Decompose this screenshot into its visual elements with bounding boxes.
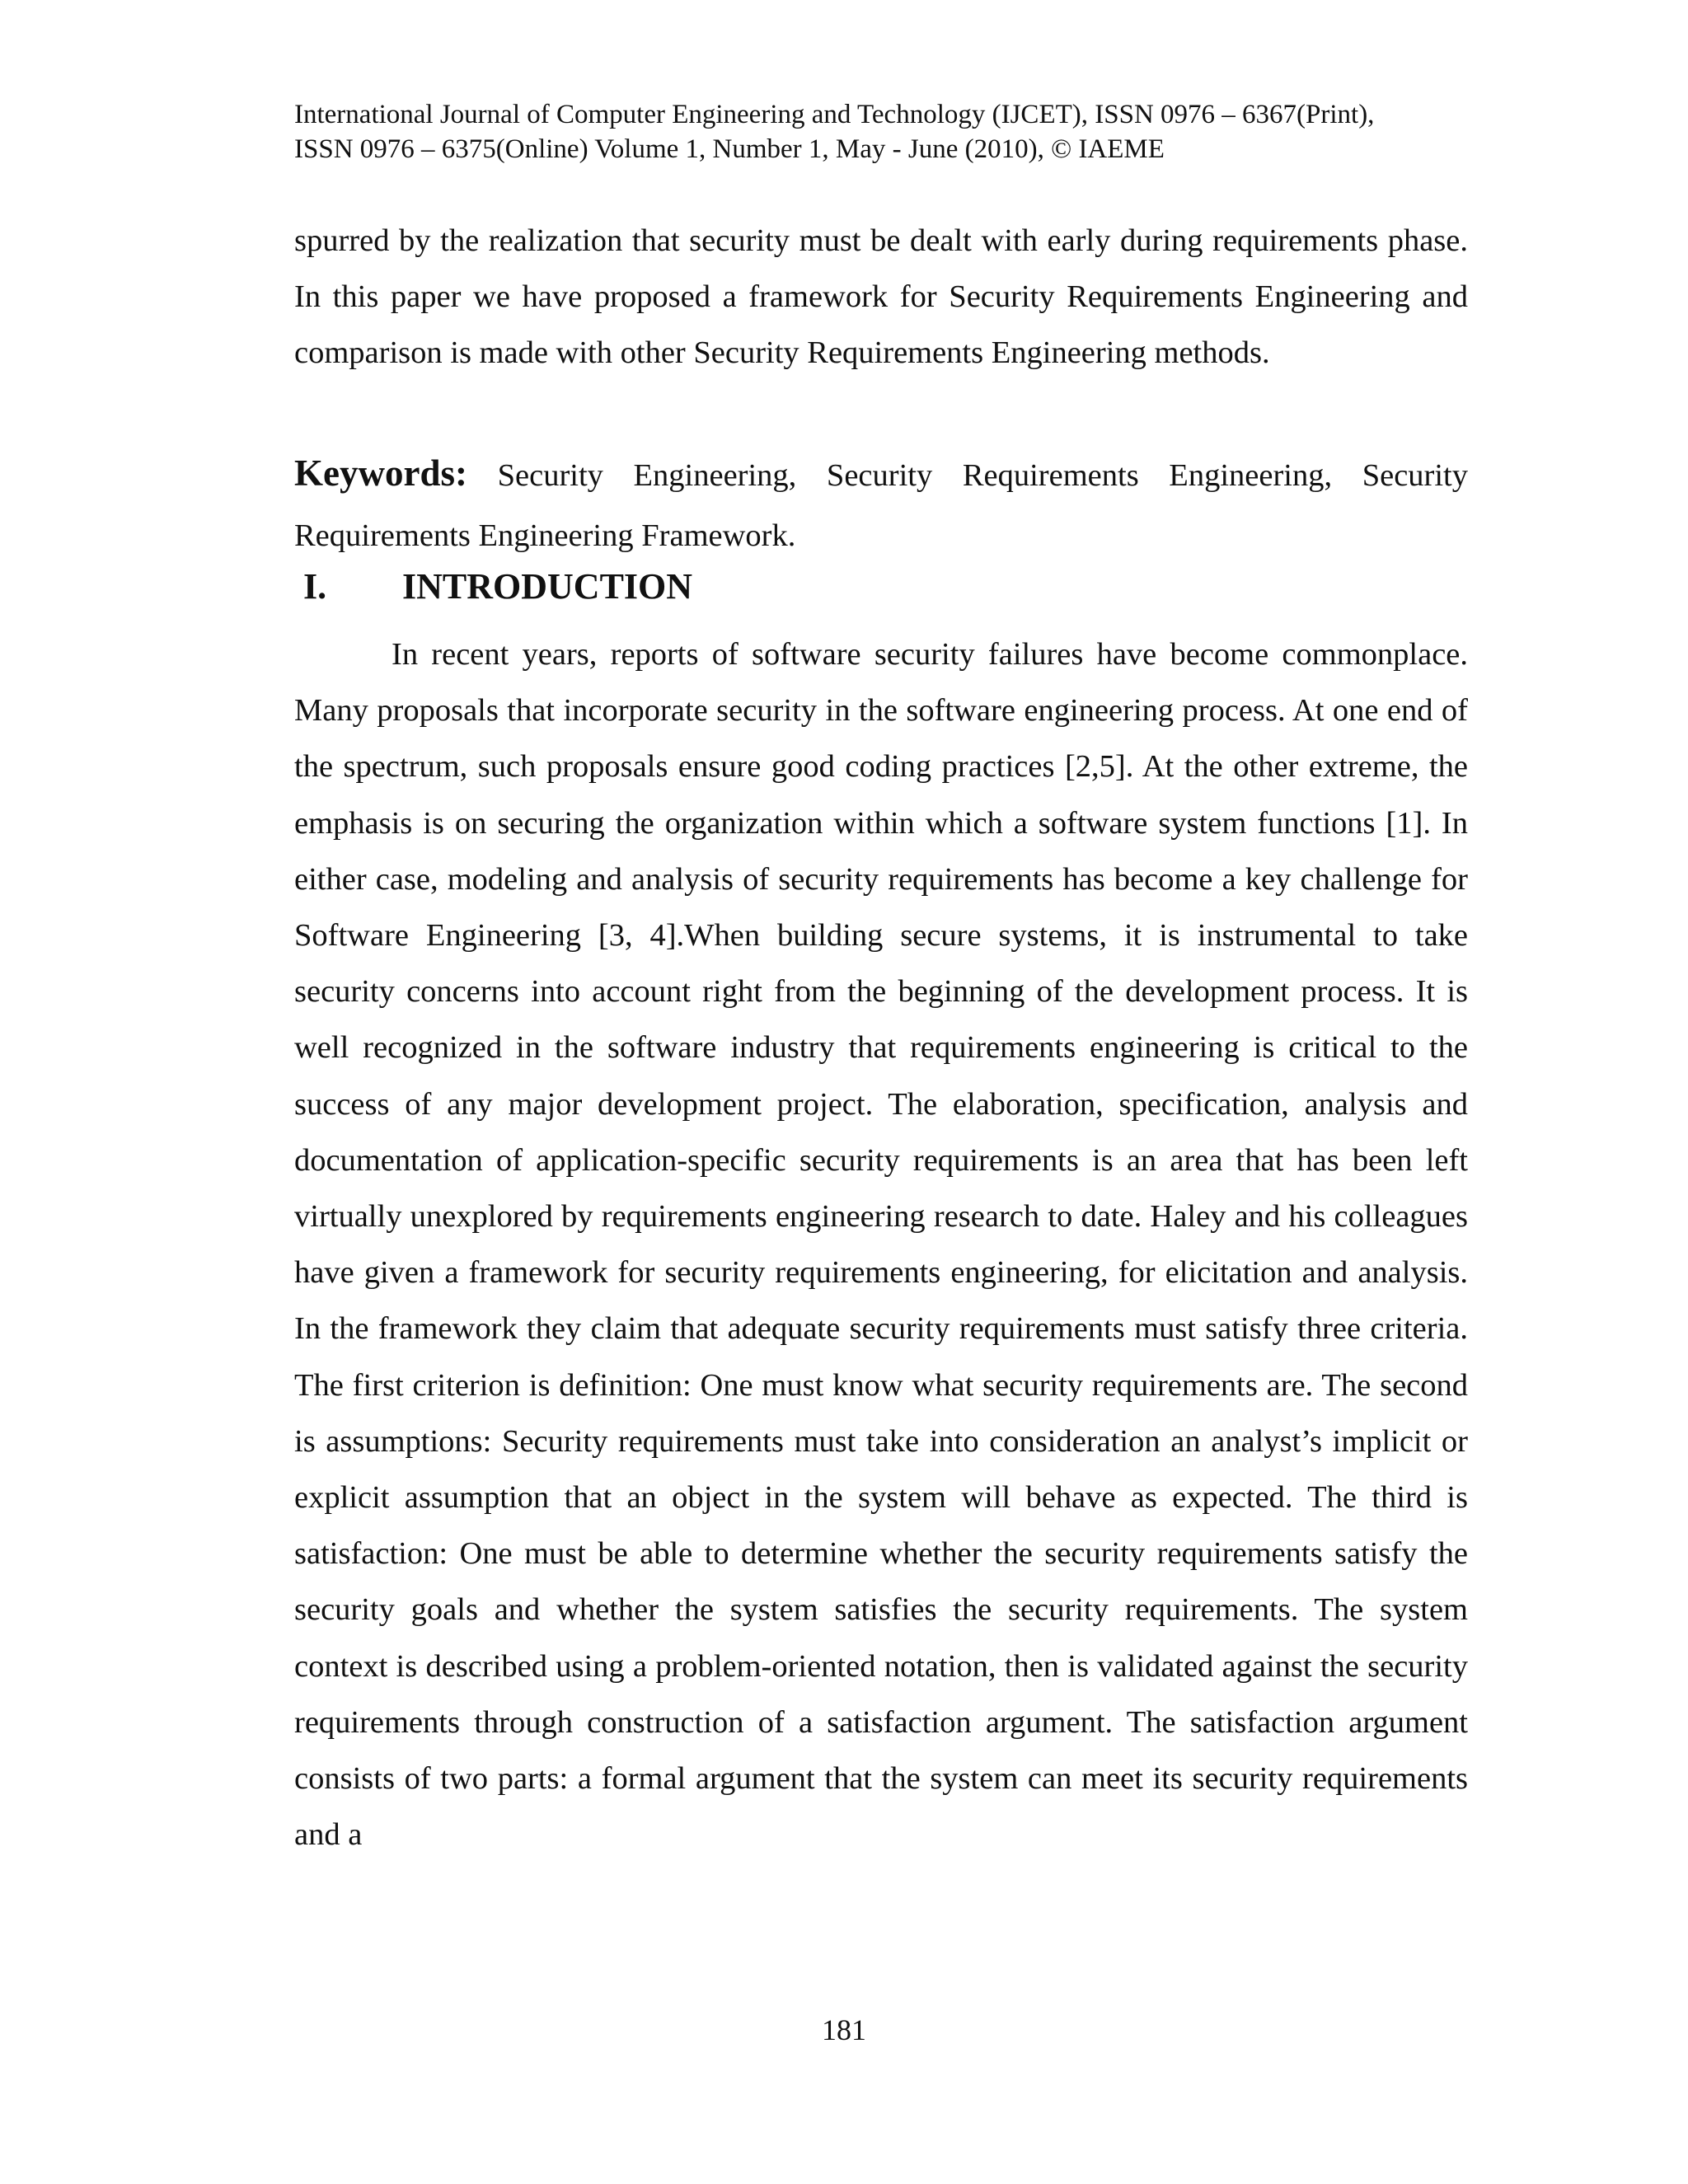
section-title: INTRODUCTION [402,566,693,607]
introduction-body [294,626,1468,1863]
abstract-continuation: spurred by the realization that security must be dealt with early during requirements phase. In this paper we have proposed a framework for Security Requirements Engineering and comparison is made with other Security Requirements Engineering methods. [294,223,1468,371]
keywords-paragraph [294,443,1468,566]
introduction-paragraph: In recent years, reports of software security failures have become commonplace. Many proposals that incorporate security in the software engineering process. At one end of the spectrum, such proposals ensure good coding practices [2,5]. At the other extreme, the emphasis is on securing the organization within which a software system functions [1]. In either case, modeling and analysis of security requirements has become a key challenge for Software Engineering [3, 4].When building secure systems, it is instrumental to take security concerns into account right from the beginning of the development process. It is well recognized in the software industry that requirements engineering is critical to the success of any major development project. The elaboration, specification, analysis and documentation of application-specific security requirements is an area that has been left virtually unexplored by requirements engineering research to date. Haley and his colleagues have given a framework for security requirements engineering, for elicitation and analysis. In the framework they claim that adequate security requirements must satisfy three criteria. The first criterion is definition: One must know what security requirements are. The second is assumptions: Security requirements must take into consideration an analyst’s implicit or explicit assumption that an object in the system will behave as expected. The third is satisfaction: One must be able to determine whether the security requirements satisfy the security goals and whether the system satisfies the security requirements. The system context is described using a problem-oriented notation, then is validated against the security requirements through construction of a satisfaction argument. The satisfaction argument consists of two parts: a formal argument that the system can meet its security requirements and a [294,637,1468,1853]
keywords-label: Keywords: [294,452,467,494]
keywords-text: Security Engineering, Security Requirements Engineering, Security Requirements Engineering Framework. [294,458,1469,553]
section-heading [303,565,692,607]
journal-header [294,97,1531,166]
section-number: I. [303,566,327,607]
journal-header-line-2: ISSN 0976 – 6375(Online) Volume 1, Number 1, May - June (2010), © IAEME [294,134,1165,164]
journal-header-line-1: International Journal of Computer Engineering and Technology (IJCET), ISSN 0976 – 6367(Print), [294,100,1375,129]
page-number: 181 [822,2013,866,2046]
